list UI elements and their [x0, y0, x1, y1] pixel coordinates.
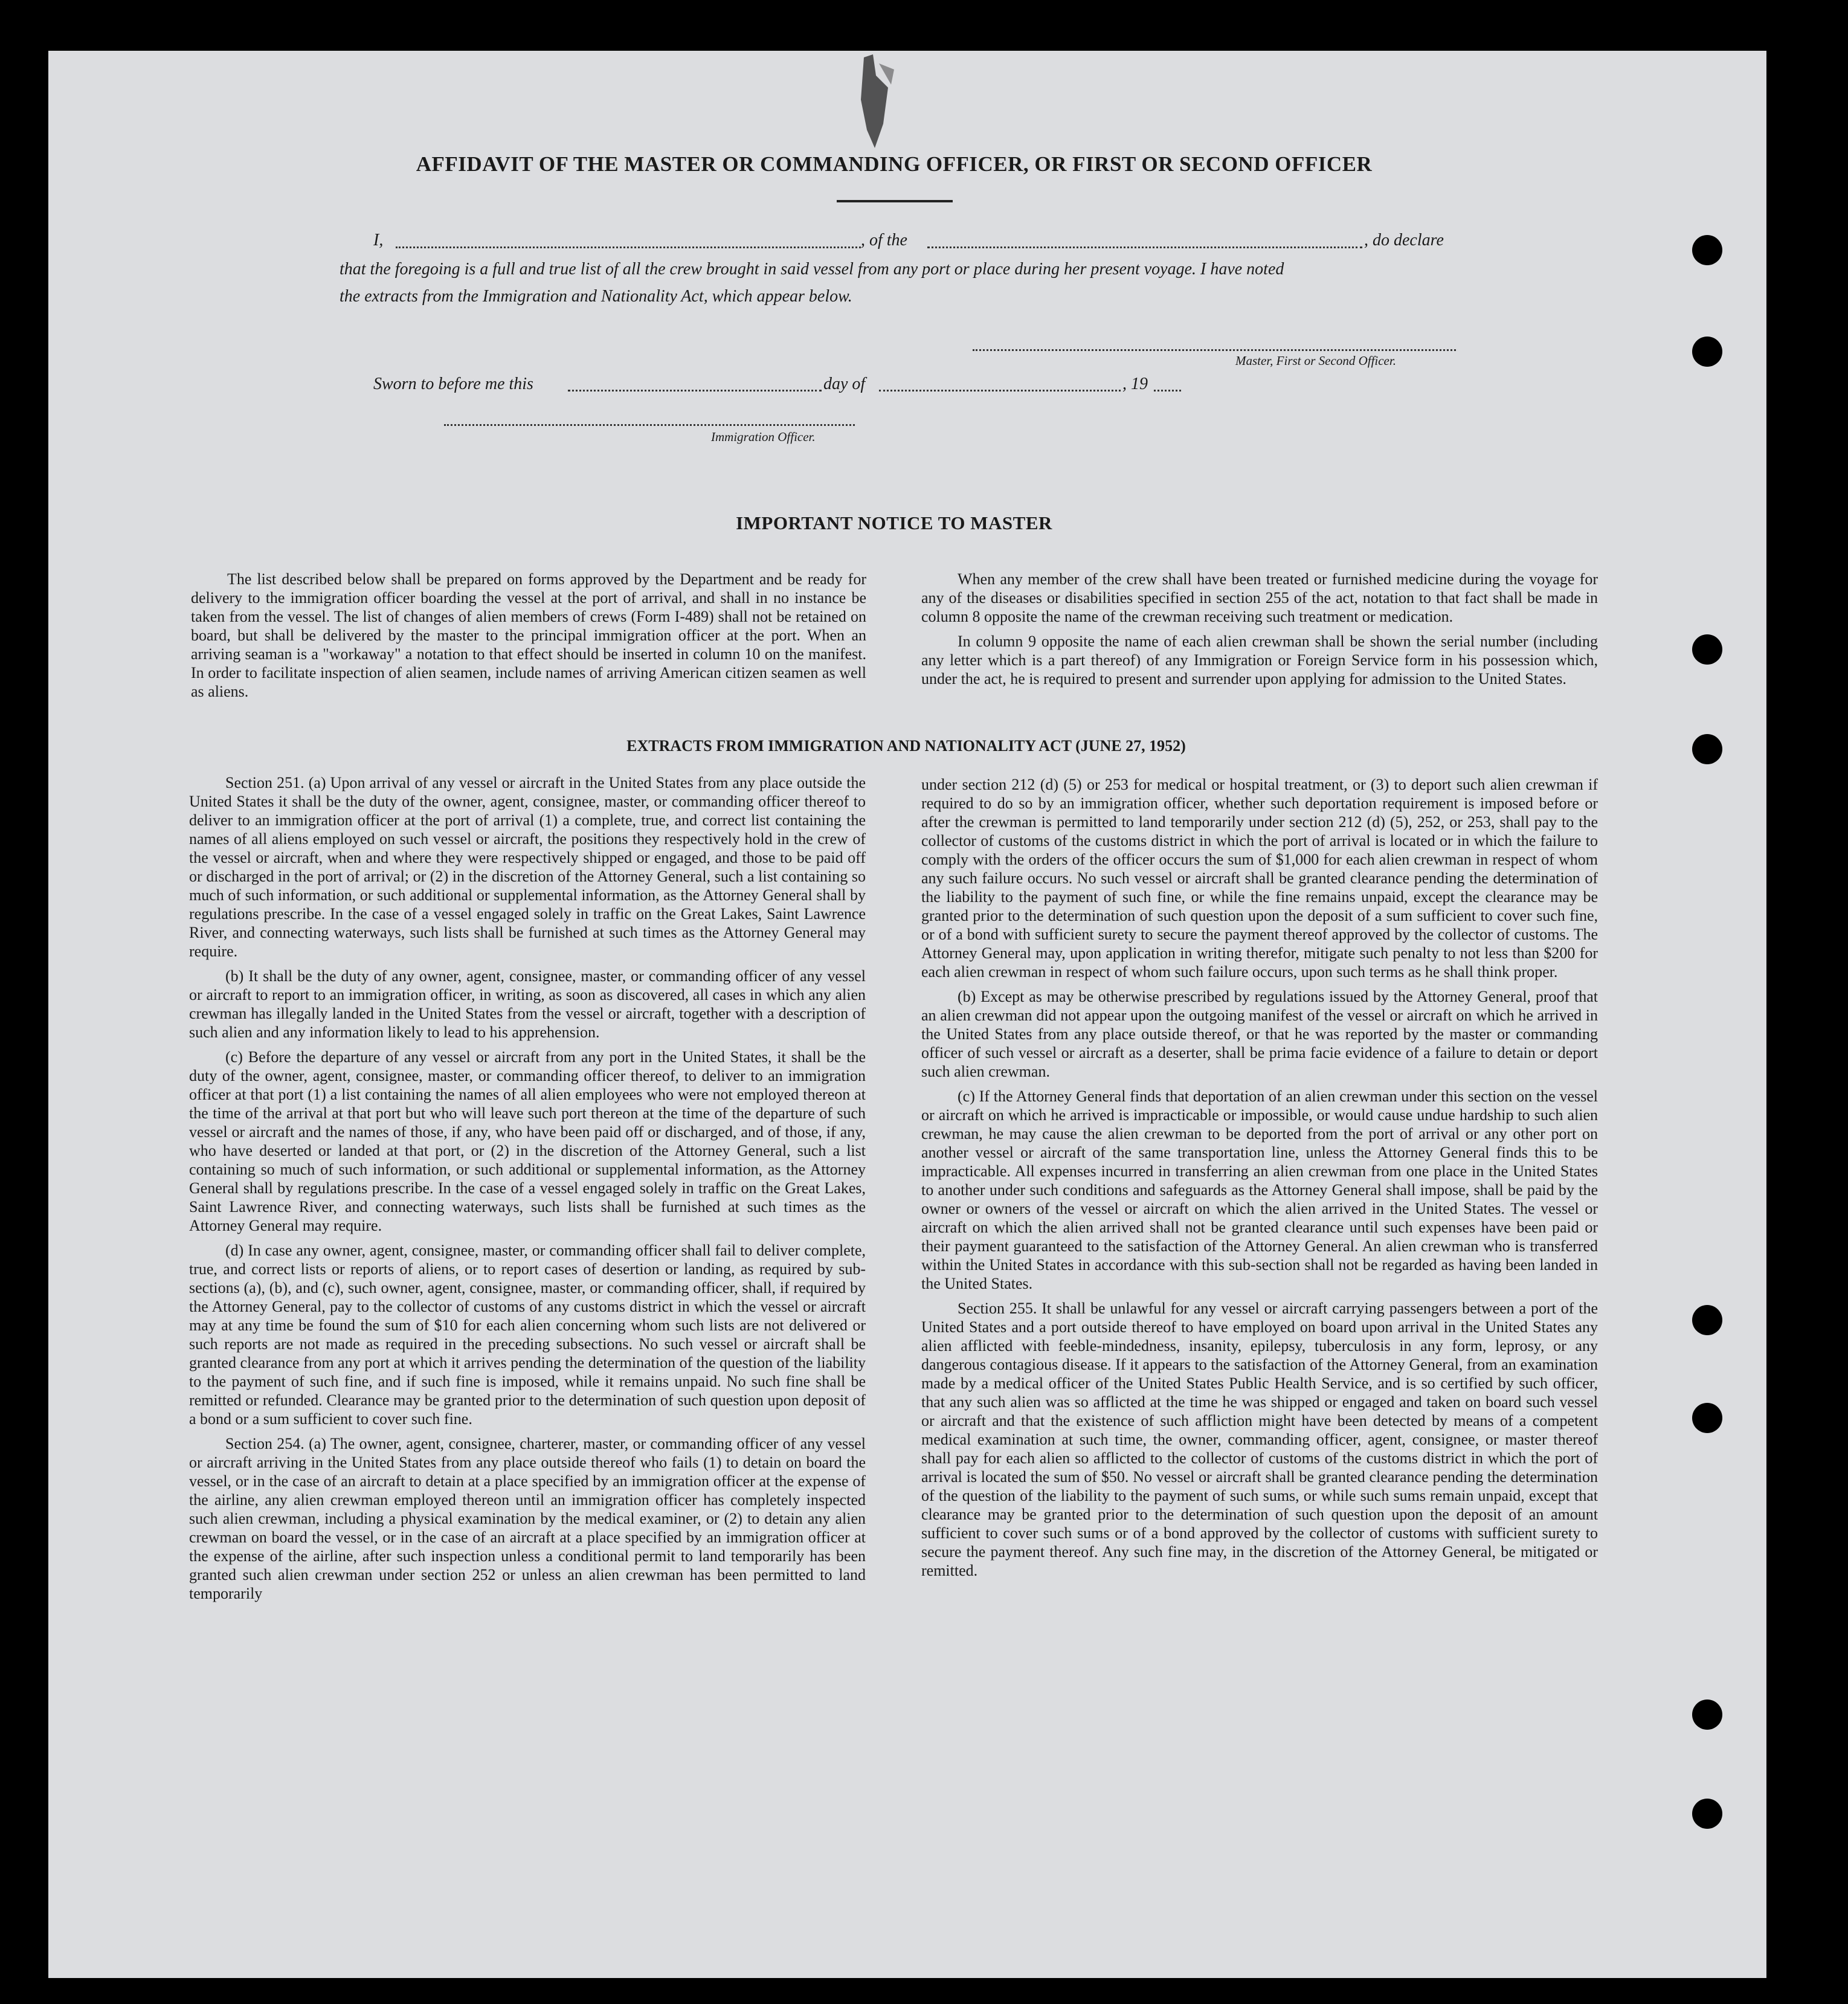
name-blank-line[interactable] [396, 246, 861, 248]
section-254-a: Section 254. (a) The owner, agent, consignee, charterer, master, or commanding officer of any vessel or aircraft arriving in the United States from any place outside thereof who fails (1) to detain on board the vessel, or in the case of an aircraft to detain at a place specified by an immigration officer at the expense of the airline, any alien crewman employed thereon until an immigration officer has completely inspected such alien crewman, including a physical examination by the medical examiner, or (2) to detain any alien crewman on board the vessel, or in the case of an aircraft at a place specified by an immigration officer at the expense of the airline, after such inspection unless a conditional permit to land temporarily has been granted such alien crewman under section 252 or unless an alien crewman has been permitted to land temporarily [189, 1435, 866, 1602]
extracts-left-column [189, 773, 866, 1609]
sworn-day-blank[interactable] [568, 390, 822, 391]
affidavit-title: AFFIDAVIT OF THE MASTER OR COMMANDING OFFICER, OR FIRST OR SECOND OFFICER [416, 152, 1373, 176]
punch-hole [1692, 634, 1722, 665]
section-251-b: (b) It shall be the duty of any owner, agent, consignee, master, or commanding officer of any vessel or aircraft to report to an immigration officer, in writing, as soon as discovered, all cases in which any alien crewman has illegally landed in the United States from the vessel or aircraft, together with a description of such alien and any information likely to lead to his apprehension. [189, 967, 866, 1041]
declaration-of-the: , of the [861, 231, 907, 250]
sworn-label: Sworn to before me this [373, 375, 533, 393]
master-signature-line[interactable] [973, 349, 1456, 351]
punch-hole [1692, 1305, 1722, 1335]
declaration-do-declare: , do declare [1364, 231, 1444, 250]
section-254-c: (c) If the Attorney General finds that deportation of an alien crewman under this section on the vessel or aircraft on which he arrived is impracticable or impossible, or would cause undue hardship to such alien crewman, he may cause the alien crewman to be deported from the port of arrival or any other port on another vessel or aircraft of the same transportation line, unless the Attorney General finds this to be impracticable. All expenses incurred in transferring an alien crewman from one place in the United States to another under such conditions and safeguards as the Attorney General shall impose, shall be paid by the owner or owners of the vessel or aircraft on which the alien arrived in the United States. The vessel or aircraft on which the alien arrived shall not be granted clearance until such expenses have been paid or their payment guaranteed to the satisfaction of the Attorney General. An alien crewman who is transferred within the United States in accordance with this sub-section shall not be regarded as having been landed in the United States. [921, 1087, 1598, 1292]
punch-hole [1692, 1799, 1722, 1829]
punch-hole [1692, 1403, 1722, 1433]
sworn-day-of: day of [823, 375, 866, 393]
punch-hole [1692, 337, 1722, 367]
sworn-year-prefix: , 19 [1122, 375, 1148, 393]
notice-title: IMPORTANT NOTICE TO MASTER [736, 512, 1052, 533]
notice-right-paragraph-1: When any member of the crew shall have been treated or furnished medicine during the voyage for any of the diseases or disabilities specified in section 255 of the act, notation to that fact shall be made in column 8 opposite the name of the crewman receiving such treatment or medication. [921, 570, 1598, 625]
ink-smudge-image [846, 51, 897, 154]
notice-right-column [921, 570, 1598, 694]
section-254-b: (b) Except as may be otherwise prescribed by regulations issued by the Attorney General, proof that an alien crewman did not appear upon the outgoing manifest of the vessel or aircraft on which he arrived in the United States from any place outside thereof, or that he was reported by the master or commanding officer of such vessel or aircraft as a deserter, shall be prima facie evidence of a failure to detain or deport such alien crewman. [921, 988, 1598, 1080]
notice-right-paragraph-2: In column 9 opposite the name of each alien crewman shall be shown the serial number (including any letter which is a part thereof) of any Immigration or Foreign Service form in his possession which, under the act, he is required to present and surrender upon applying for admission to the United States. [921, 633, 1598, 688]
notice-left-column [191, 570, 866, 707]
section-255: Section 255. It shall be unlawful for any vessel or aircraft carrying passengers between a port of the United States and a port outside thereof to have employed on board upon arrival in the United States any alien afflicted with feeble-mindedness, insanity, epilepsy, tuberculosis in any form, leprosy, or any dangerous contagious disease. If it appears to the satisfaction of the Attorney General, from an examination made by a medical officer of the United States Public Health Service, and is so certified by such officer, that any such alien was so afflicted at the time he was shipped or engaged and taken on board such vessel or aircraft and that the existence of such affliction might have been detected by means of a competent medical examination at such time, the owner, commanding officer, agent, consignee, or master thereof shall pay for each alien so afflicted to the collector of customs of the customs district in which the port of arrival is located the sum of $50. No vessel or aircraft shall be granted clearance pending the determination of the question of the liability to the payment of such sums, or while such sums remain unpaid, except that clearance may be granted prior to the determination of such question upon the deposit of an amount sufficient to cover such sums or of a bond approved by the collector of customs with sufficient surety to secure the payment thereof. Any such fine may, in the discretion of the Attorney General, be mitigated or remitted. [921, 1300, 1598, 1579]
notice-left-paragraph: The list described below shall be prepared on forms approved by the Department and be ready for delivery to the immigration officer boarding the vessel at the port of arrival, and shall in no instance be taken from the vessel. The list of changes of alien members of crews (Form I-489) shall not be retained on board, but shall be delivered by the master to the principal immigration officer at the port. When an arriving seaman is a "workaway" a notation to that effect should be inserted in column 10 on the manifest. In order to facilitate inspection of alien seamen, include names of arriving American citizen seamen as well as aliens. [191, 570, 866, 700]
title-rule [837, 200, 953, 202]
declaration-i: I, [373, 231, 384, 250]
declaration-line-2: that the foregoing is a full and true list of all the crew brought in said vessel from any port or place during her present voyage. I have noted [340, 260, 1284, 279]
punch-hole [1692, 1700, 1722, 1730]
section-251-a: Section 251. (a) Upon arrival of any vessel or aircraft in the United States from any place outside the United States it shall be the duty of the owner, agent, consignee, master, or commanding officer thereof to deliver to an immigration officer at the port of arrival (1) a complete, true, and correct list containing the names of all aliens employed on such vessel or aircraft, the positions they respectively hold in the crew of the vessel or aircraft, when and where they were respectively shipped or engaged, and those to be paid off or discharged in the port of arrival; or (2) in the discretion of the Attorney General, such a list containing so much of such information, or such additional or supplemental information, as the Attorney General shall by regulations prescribe. In the case of a vessel engaged solely in traffic on the Great Lakes, Saint Lawrence River, and connecting waterways, such lists shall be furnished at such times as the Attorney General may require. [189, 774, 866, 960]
master-signature-caption: Master, First or Second Officer. [1235, 353, 1396, 368]
extracts-title: EXTRACTS FROM IMMIGRATION AND NATIONALITY ACT (JUNE 27, 1952) [626, 737, 1186, 755]
section-251-c: (c) Before the departure of any vessel or aircraft from any port in the United States, it shall be the duty of the owner, agent, consignee, master, or commanding officer thereof, to deliver to an immigration officer at that port (1) a list containing the names of all alien employees who were not employed thereon at the time of the arrival at that port but who will leave such port thereon at the time of the departure of such vessel or aircraft and the names of those, if any, who have been paid off or discharged, and of those, if any, who have deserted or landed at that port, or (2) in the discretion of the Attorney General, such a list containing so much of such information, or such additional or supplemental information, as the Attorney General shall by regulations prescribe. In the case of a vessel engaged solely in traffic on the Great Lakes, Saint Lawrence River, and connecting waterways, such lists shall be furnished at such times as the Attorney General may require. [189, 1048, 866, 1234]
section-254-a-continued: under section 212 (d) (5) or 253 for medical or hospital treatment, or (3) to deport such alien crewman if required to do so by an immigration officer, whether such deportation requirement is imposed before or after the crewman is permitted to land temporarily under section 212 (d) (5), 252, or 253, shall pay to the collector of customs of the customs district in which the port of arrival is located or in which the failure to comply with the orders of the officer occurs the sum of $1,000 for each alien crewman in respect of whom any such failure occurs. No such vessel or aircraft shall be granted clearance pending the determination of the liability to the payment of such fine, or while the fine remains unpaid, except the clearance may be granted prior to the determination of such question upon the deposit of a sum sufficient to cover such fine, or of a bond with sufficient surety to secure the payment thereof approved by the collector of customs. The Attorney General may, upon application in writing therefor, mitigate such penalty to not less than $200 for each alien crewman in respect of whom such failure occurs, upon such terms as he shall think proper. [921, 776, 1598, 981]
sworn-month-blank[interactable] [879, 390, 1121, 391]
vessel-blank-line[interactable] [927, 246, 1362, 248]
punch-hole [1692, 235, 1722, 265]
sworn-year-blank[interactable] [1154, 390, 1181, 391]
immigration-officer-caption: Immigration Officer. [711, 430, 816, 444]
immigration-officer-signature-line[interactable] [444, 424, 855, 426]
declaration-line-3: the extracts from the Immigration and Nationality Act, which appear below. [340, 287, 852, 306]
extracts-right-column [921, 775, 1598, 1586]
section-251-d: (d) In case any owner, agent, consignee, master, or commanding officer shall fail to deliver complete, true, and correct lists or reports of aliens, or to report cases of desertion or landing, as required by sub-sections (a), (b), and (c), such owner, agent, consignee, master, or commanding officer, shall, if required by the Attorney General, pay to the collector of customs of any customs district in which the vessel or aircraft may at any time be found the sum of $10 for each alien concerning whom such lists are not delivered or such reports are not made as required in the preceding subsections. No such vessel or aircraft shall be granted clearance from any port at which it arrives pending the determination of the question of the liability to the payment of such fine, and if such fine is imposed, while it remains unpaid. No such fine shall be remitted or refunded. Clearance may be granted prior to the determination of such question upon deposit of a bond or a sum sufficient to cover such fine. [189, 1242, 866, 1428]
